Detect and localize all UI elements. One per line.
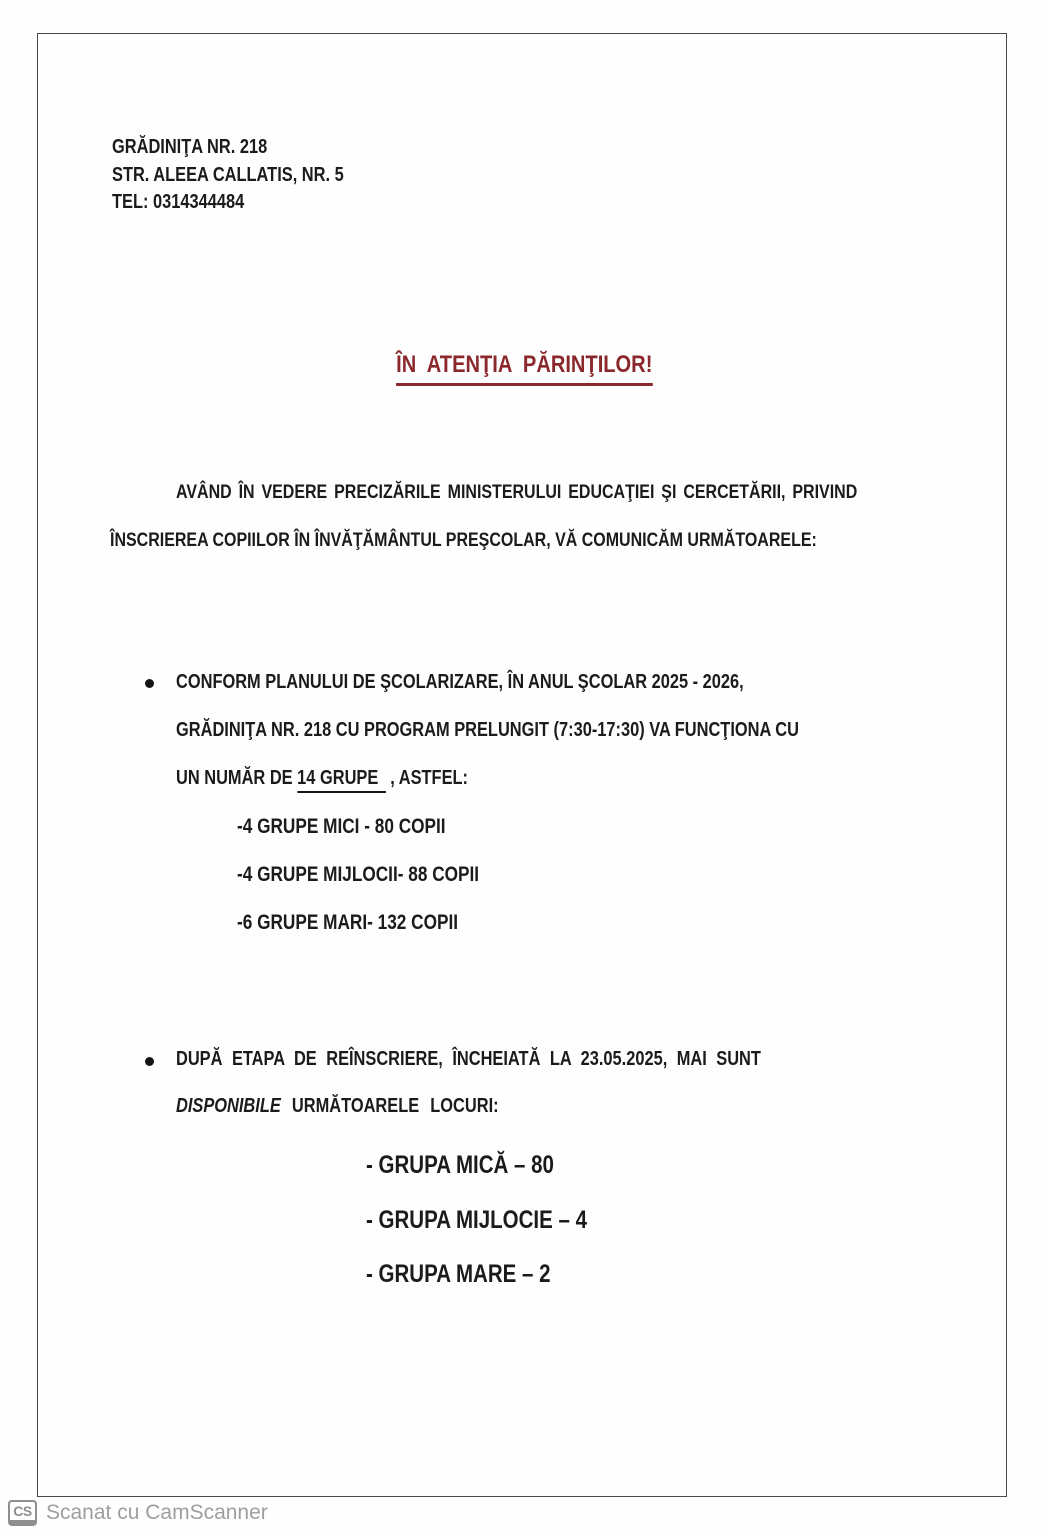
bullet-1-line-1-text xyxy=(176,658,744,706)
bullet-2-line-1-text: DUPĂ ETAPA DE REÎNSCRIERE, ÎNCHEIATĂ LA 23.05.2025, MAI SUNT xyxy=(176,1048,761,1070)
document-title-text: ÎN ATENŢIA PĂRINŢILOR! xyxy=(396,351,652,386)
letterhead xyxy=(112,134,395,217)
list-item xyxy=(366,1138,635,1193)
list-item xyxy=(237,899,532,947)
intro-line-2 xyxy=(110,517,890,565)
bullet-marker-1 xyxy=(145,679,154,688)
bullet-1-seg-astfel: , ASTFEL: xyxy=(385,767,468,789)
document-title xyxy=(0,351,1049,386)
intro-line-1 xyxy=(176,469,890,517)
avail-mijlocie-text: - GRUPA MIJLOCIE – 4 xyxy=(366,1205,587,1234)
available-spots-list xyxy=(366,1138,635,1302)
bullet-1-seg-year: , ÎN ANUL ŞCOLAR 2025 - 2026, xyxy=(498,671,744,693)
bullet-1-paragraph xyxy=(176,658,936,802)
intro-line-2-text: ÎNSCRIEREA COPIILOR ÎN ÎNVĂŢĂMÂNTUL PREŞCOLAR, VĂ COMUNICĂM URMĂTOARELE: xyxy=(110,528,817,551)
camscanner-footer xyxy=(8,1500,268,1526)
letterhead-address-text: STR. ALEEA CALLATIS, NR. 5 xyxy=(112,163,344,186)
bullet-2-paragraph xyxy=(176,1036,889,1130)
list-item xyxy=(366,1247,635,1302)
list-item xyxy=(237,851,532,899)
bullet-2-seg-disponibile: DISPONIBILE xyxy=(176,1095,281,1117)
bullet-1-line-1 xyxy=(176,658,936,706)
list-item xyxy=(366,1193,635,1248)
group-mari-text: -6 GRUPE MARI- 132 COPII xyxy=(237,911,459,934)
bullet-1-seg-conform: CONFORM xyxy=(176,671,266,693)
letterhead-phone xyxy=(112,189,395,217)
group-mijlocii-text: -4 GRUPE MIJLOCII- 88 COPII xyxy=(237,863,480,886)
group-count-list xyxy=(237,803,532,947)
avail-mare-text: - GRUPA MARE – 2 xyxy=(366,1260,551,1288)
bullet-2-seg-locuri: URMĂTOARELE LOCURI: xyxy=(280,1095,499,1117)
bullet-1-seg-14-grupe: 14 GRUPE xyxy=(297,767,386,793)
list-item xyxy=(237,803,532,851)
intro-line-1-text: AVÂND ÎN VEDERE PRECIZĂRILE MINISTERULUI EDUCAŢIEI ŞI CERCETĂRII, PRIVIND xyxy=(176,481,858,503)
bullet-1-line-3 xyxy=(176,754,936,802)
bullet-marker-2 xyxy=(145,1057,154,1066)
group-mici-text: -4 GRUPE MICI - 80 COPII xyxy=(237,815,446,838)
bullet-1-seg-numar: UN NUMĂR DE xyxy=(176,767,298,789)
bullet-2-line-1 xyxy=(176,1036,889,1083)
letterhead-phone-text: TEL: 0314344484 xyxy=(112,191,245,213)
bullet-1-line-2 xyxy=(176,706,936,754)
camscanner-watermark-label: Scanat cu CamScanner xyxy=(46,1501,268,1524)
bullet-1-line-3-text xyxy=(176,754,468,802)
letterhead-name-text: GRĂDINIŢA NR. 218 xyxy=(112,136,268,158)
bullet-1-line-2-text: GRĂDINIŢA NR. 218 CU PROGRAM PRELUNGIT (7:30-17:30) VA FUNCŢIONA CU xyxy=(176,719,799,741)
camscanner-logo-icon: CS xyxy=(8,1500,37,1526)
avail-mica-text: - GRUPA MICĂ – 80 xyxy=(366,1151,554,1179)
bullet-2-line-2 xyxy=(176,1083,889,1130)
bullet-2-line-2-text xyxy=(176,1083,499,1130)
bullet-1-seg-plan: PLANULUI DE ŞCOLARIZARE xyxy=(265,671,499,693)
letterhead-name xyxy=(112,134,395,162)
letterhead-address xyxy=(112,162,395,190)
intro-paragraph xyxy=(110,469,890,564)
